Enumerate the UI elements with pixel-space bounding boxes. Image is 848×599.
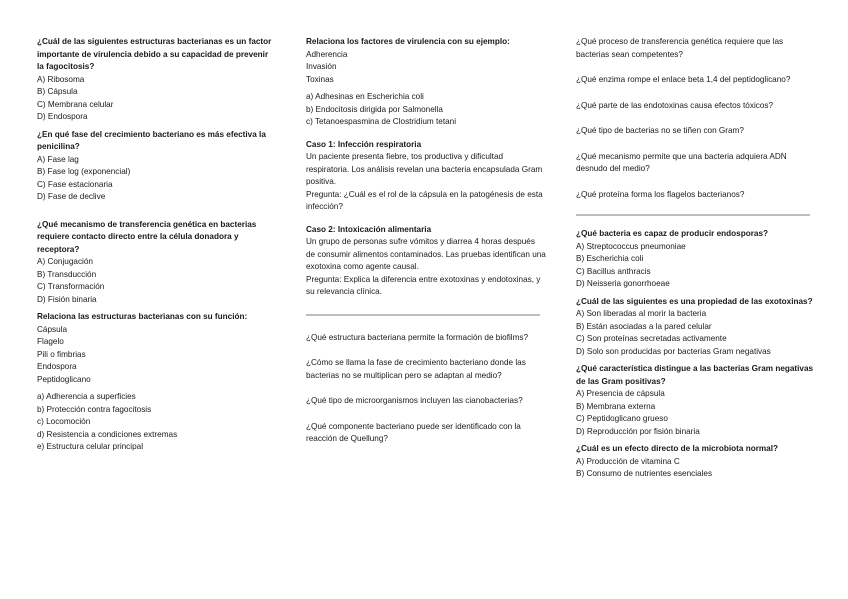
open-question: ¿Cómo se llama la fase de crecimiento bacteriano donde las bacterias no se multiplican pero se adaptan al medio? (306, 358, 526, 380)
question-title: ¿Qué bacteria es capaz de producir endosporas? (576, 229, 769, 238)
open-question: ¿Qué proceso de transferencia genética requiere que las bacterias sean competentes? (576, 37, 784, 59)
option: D) Fase de declive (37, 192, 106, 201)
match-answer: b) Endocitosis dirigida por Salmonella (306, 104, 443, 114)
match-answer: c) Locomoción (37, 417, 91, 426)
match-item: Flagelo (37, 337, 64, 346)
question-title: Relaciona los factores de virulencia con su ejemplo: (306, 37, 510, 46)
option: C) Bacillus anthracis (576, 266, 651, 276)
option: B) Consumo de nutrientes esenciales (576, 469, 713, 478)
option: C) Membrana celular (37, 99, 114, 109)
question-title: ¿En qué fase del crecimiento bacteriano es más efectiva la penicilina? (37, 129, 266, 151)
question-6 (576, 228, 816, 291)
option: C) Son proteínas secretadas activamente (576, 334, 727, 343)
option: A) Fase lag (37, 154, 79, 164)
option: B) Escherichia coli (576, 254, 644, 263)
open-question: ¿Qué proteína forma los flagelos bacterianos? (576, 189, 745, 199)
case-title: Caso 2: Intoxicación alimentaria (306, 224, 432, 234)
option: B) Cápsula (37, 87, 78, 96)
case-text: Un paciente presenta fiebre, tos productiva y dificultad respiratoria. Los análisis revelan una bacteria encapsulada Gram positiva. (306, 152, 543, 186)
question-7 (576, 296, 816, 359)
question-2 (37, 129, 277, 204)
match-item: Adherencia (306, 49, 348, 59)
option: A) Streptococcus pneumoniae (576, 241, 686, 251)
open-question: ¿Qué tipo de bacterias no se tiñen con Gram? (576, 126, 744, 135)
match-item: Cápsula (37, 324, 68, 334)
match-item: Toxinas (306, 74, 334, 84)
option: A) Son liberadas al morir la bacteria (576, 309, 707, 318)
option: C) Fase estacionaria (37, 179, 113, 189)
question-9 (576, 443, 816, 481)
question-title: Relaciona las estructuras bacterianas con su función: (37, 312, 248, 321)
option: B) Están asociadas a la pared celular (576, 321, 712, 331)
option: D) Solo son producidas por bacterias Gram negativas (576, 346, 771, 356)
question-1 (37, 36, 277, 124)
open-question: ¿Qué estructura bacteriana permite la formación de biofilms? (306, 332, 529, 342)
question-4 (37, 311, 277, 454)
case-title: Caso 1: Infección respiratoria (306, 139, 422, 149)
match-item: Invasión (306, 62, 337, 71)
option: D) Neisseria gonorrhoeae (576, 279, 670, 288)
match-answer: a) Adherencia a superficies (37, 392, 136, 401)
open-question: ¿Qué componente bacteriano puede ser identificado con la reacción de Quellung? (306, 421, 521, 443)
option: A) Conjugación (37, 257, 93, 266)
match-answer: d) Resistencia a condiciones extremas (37, 429, 178, 439)
match-answer: b) Protección contra fagocitosis (37, 404, 152, 414)
question-title: ¿Cuál de las siguientes es una propiedad de las exotoxinas? (576, 296, 813, 306)
question-title: ¿Qué característica distingue a las bacterias Gram negativas de las Gram positivas? (576, 364, 814, 386)
column-3 (576, 36, 816, 486)
option: C) Peptidoglicano grueso (576, 414, 668, 423)
column-2 (306, 36, 546, 459)
question-3 (37, 219, 277, 307)
open-question: ¿Qué parte de las endotoxinas causa efectos tóxicos? (576, 100, 774, 110)
option: A) Producción de vitamina C (576, 456, 680, 466)
option: D) Reproducción por fisión binaria (576, 426, 700, 436)
case-question: Pregunta: ¿Cuál es el rol de la cápsula en la patogénesis de esta infección? (306, 189, 543, 211)
match-item: Peptidoglicano (37, 374, 91, 384)
question-8 (576, 363, 816, 438)
option: D) Endospora (37, 112, 88, 121)
case-text: Un grupo de personas sufre vómitos y diarrea 4 horas después de consumir alimentos contaminados. Las pruebas identifican una exotoxina como agente causal. (306, 237, 546, 271)
question-title: ¿Cuál de las siguientes estructuras bacterianas es un factor importante de virulencia debido a su capacidad de prevenir la fagocitosis? (37, 37, 272, 71)
match-answer: a) Adhesinas en Escherichia coli (306, 92, 424, 101)
column-1 (37, 36, 277, 459)
question-title: ¿Cuál es un efecto directo de la microbiota normal? (576, 444, 778, 453)
match-answer: c) Tetanoespasmina de Clostridium tetani (306, 117, 457, 126)
option: A) Ribosoma (37, 74, 85, 84)
open-question: ¿Qué tipo de microorganismos incluyen las cianobacterias? (306, 396, 523, 405)
case-2 (306, 224, 546, 299)
question-title: ¿Qué mecanismo de transferencia genética en bacterias requiere contacto directo entre la célula donadora y receptora? (37, 219, 257, 254)
question-5 (306, 36, 546, 129)
case-1 (306, 139, 546, 214)
match-item: Endospora (37, 362, 77, 371)
case-question: Pregunta: Explica la diferencia entre exotoxinas y endotoxinas, y su relevancia clínica. (306, 274, 541, 296)
open-question: ¿Qué mecanismo permite que una bacteria adquiera ADN desnudo del medio? (576, 151, 787, 173)
option: C) Transformación (37, 282, 105, 291)
match-answer: e) Estructura celular principal (37, 442, 144, 451)
match-item: Pili o fimbrias (37, 349, 86, 359)
option: B) Fase log (exponencial) (37, 167, 131, 176)
option: A) Presencia de cápsula (576, 389, 665, 398)
open-question: ¿Qué enzima rompe el enlace beta 1,4 del peptidoglicano? (576, 75, 791, 84)
option: B) Membrana externa (576, 401, 656, 411)
option: B) Transducción (37, 269, 97, 279)
option: D) Fisión binaria (37, 294, 97, 304)
